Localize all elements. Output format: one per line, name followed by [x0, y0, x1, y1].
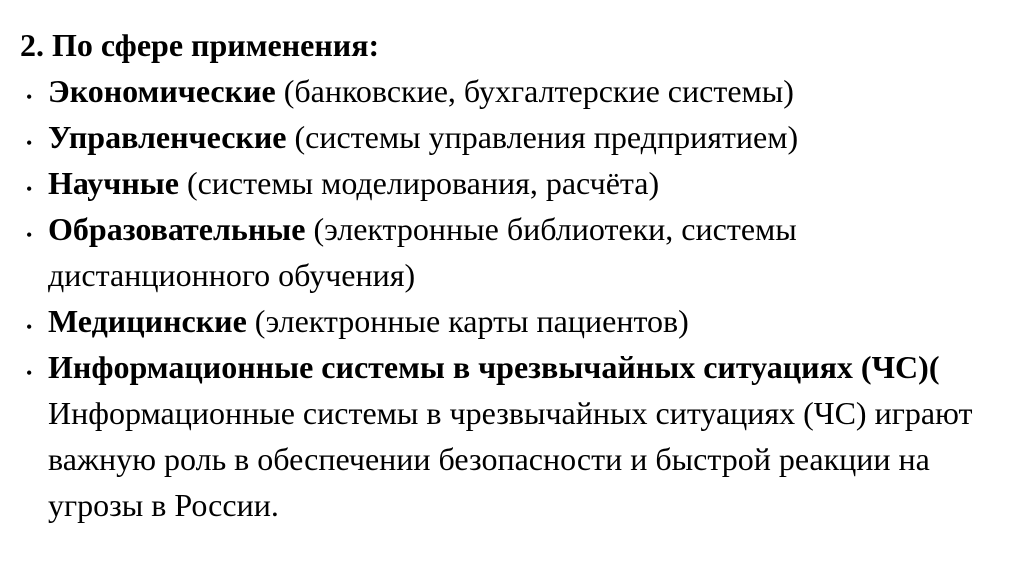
- list-item-emergency: [20, 344, 1010, 528]
- bullet-icon: •: [26, 133, 33, 153]
- item-term: Научные: [48, 165, 179, 201]
- item-term: Экономические: [48, 73, 276, 109]
- item-term: Управленческие: [48, 119, 287, 155]
- item-term: Образовательные: [48, 211, 306, 247]
- bullet-icon: •: [26, 225, 33, 245]
- item-description: (электронные библиотеки, системы дистанционного обучения): [48, 211, 797, 293]
- item-description: Информационные системы в чрезвычайных ситуациях (ЧС) играют важную роль в обеспечении безопасности и быстрой реакции на угрозы в России.: [48, 395, 973, 523]
- section-heading: 2. По сфере применения:: [20, 27, 380, 63]
- item-description: (системы управления предприятием): [286, 119, 799, 155]
- item-description: (электронные карты пациентов): [246, 303, 689, 339]
- bullet-icon: •: [26, 363, 33, 383]
- item-term: Медицинские: [48, 303, 247, 339]
- bullet-icon: •: [26, 179, 33, 199]
- item-description: (системы моделирования, расчёта): [178, 165, 660, 201]
- item-description: (банковские, бухгалтерские системы): [275, 73, 794, 109]
- bullet-icon: •: [26, 87, 33, 107]
- item-term: Информационные системы в чрезвычайных ситуациях (ЧС)(: [48, 349, 940, 385]
- bullet-icon: •: [26, 317, 33, 337]
- list-item-scientific: [20, 160, 1010, 206]
- list-item-medical: [20, 298, 1010, 344]
- list-item-educational: [20, 206, 1010, 298]
- list-item-management: [20, 114, 1010, 160]
- application-areas-list: [20, 68, 1010, 528]
- list-item-economic: [20, 68, 1010, 114]
